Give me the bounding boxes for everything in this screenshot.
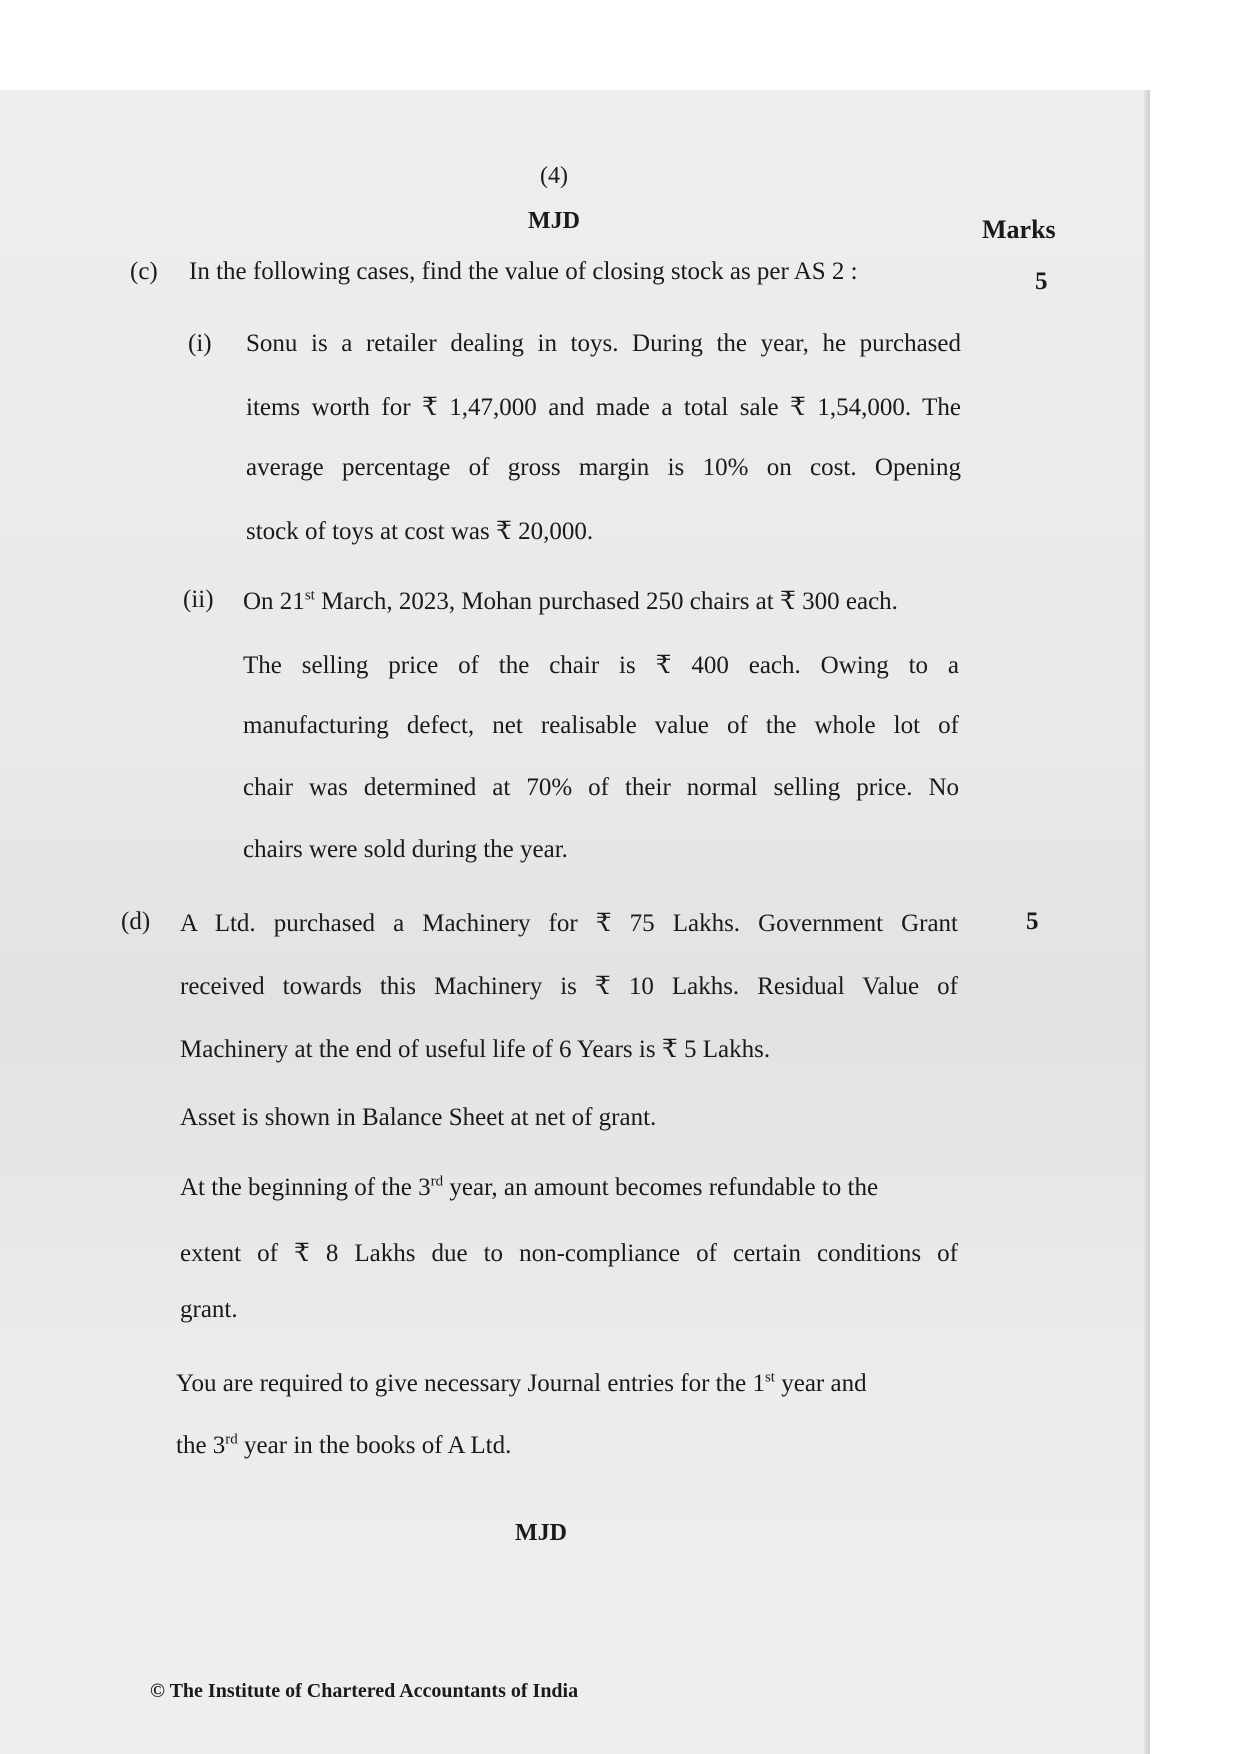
- question-d-marks: 5: [1026, 908, 1039, 935]
- series-code-header: MJD: [528, 208, 580, 234]
- question-d-para3-line-2: extent of ₹ 8 Lakhs due to non-compliance of certain conditions of: [180, 1240, 958, 1267]
- question-c-marks: 5: [1035, 268, 1048, 295]
- question-d-para2: Asset is shown in Balance Sheet at net of grant.: [180, 1104, 657, 1131]
- case-ii-line-3: manufacturing defect, net realisable value of the whole lot of: [243, 712, 959, 739]
- question-d-para3-line-1: At the beginning of the 3rd year, an amount becomes refundable to the: [180, 1173, 879, 1201]
- question-d-para4-line-1: You are required to give necessary Journal entries for the 1st year and: [176, 1369, 867, 1397]
- case-i-line-1: Sonu is a retailer dealing in toys. During the year, he purchased: [246, 330, 961, 357]
- question-c-intro: In the following cases, find the value of closing stock as per AS 2 :: [189, 258, 858, 285]
- question-d-label: (d): [121, 908, 151, 935]
- case-ii-label: (ii): [183, 586, 214, 613]
- question-d-para3-line-3: grant.: [180, 1296, 238, 1323]
- case-ii-line-1: On 21st March, 2023, Mohan purchased 250 chairs at ₹ 300 each.: [243, 587, 898, 615]
- copyright-notice: © The Institute of Chartered Accountants of India: [150, 1680, 579, 1702]
- series-code-footer: MJD: [515, 1520, 567, 1546]
- case-i-line-2: items worth for ₹ 1,47,000 and made a total sale ₹ 1,54,000. The: [246, 394, 961, 421]
- case-i-label: (i): [188, 330, 212, 357]
- case-i-line-4: stock of toys at cost was ₹ 20,000.: [246, 518, 594, 545]
- question-c-label: (c): [130, 258, 158, 285]
- question-d-para1-line-3: Machinery at the end of useful life of 6 Years is ₹ 5 Lakhs.: [180, 1036, 771, 1063]
- question-d-para1-line-1: A Ltd. purchased a Machinery for ₹ 75 Lakhs. Government Grant: [180, 910, 958, 937]
- case-ii-line-4: chair was determined at 70% of their normal selling price. No: [243, 774, 959, 801]
- page-number: (4): [540, 163, 568, 189]
- case-ii-line-2: The selling price of the chair is ₹ 400 each. Owing to a: [243, 652, 959, 679]
- case-i-line-3: average percentage of gross margin is 10% on cost. Opening: [246, 454, 961, 481]
- marks-column-heading: Marks: [982, 215, 1056, 244]
- case-ii-line-5: chairs were sold during the year.: [243, 836, 568, 863]
- question-d-para4-line-2: the 3rd year in the books of A Ltd.: [176, 1431, 512, 1459]
- question-d-para1-line-2: received towards this Machinery is ₹ 10 Lakhs. Residual Value of: [180, 973, 958, 1000]
